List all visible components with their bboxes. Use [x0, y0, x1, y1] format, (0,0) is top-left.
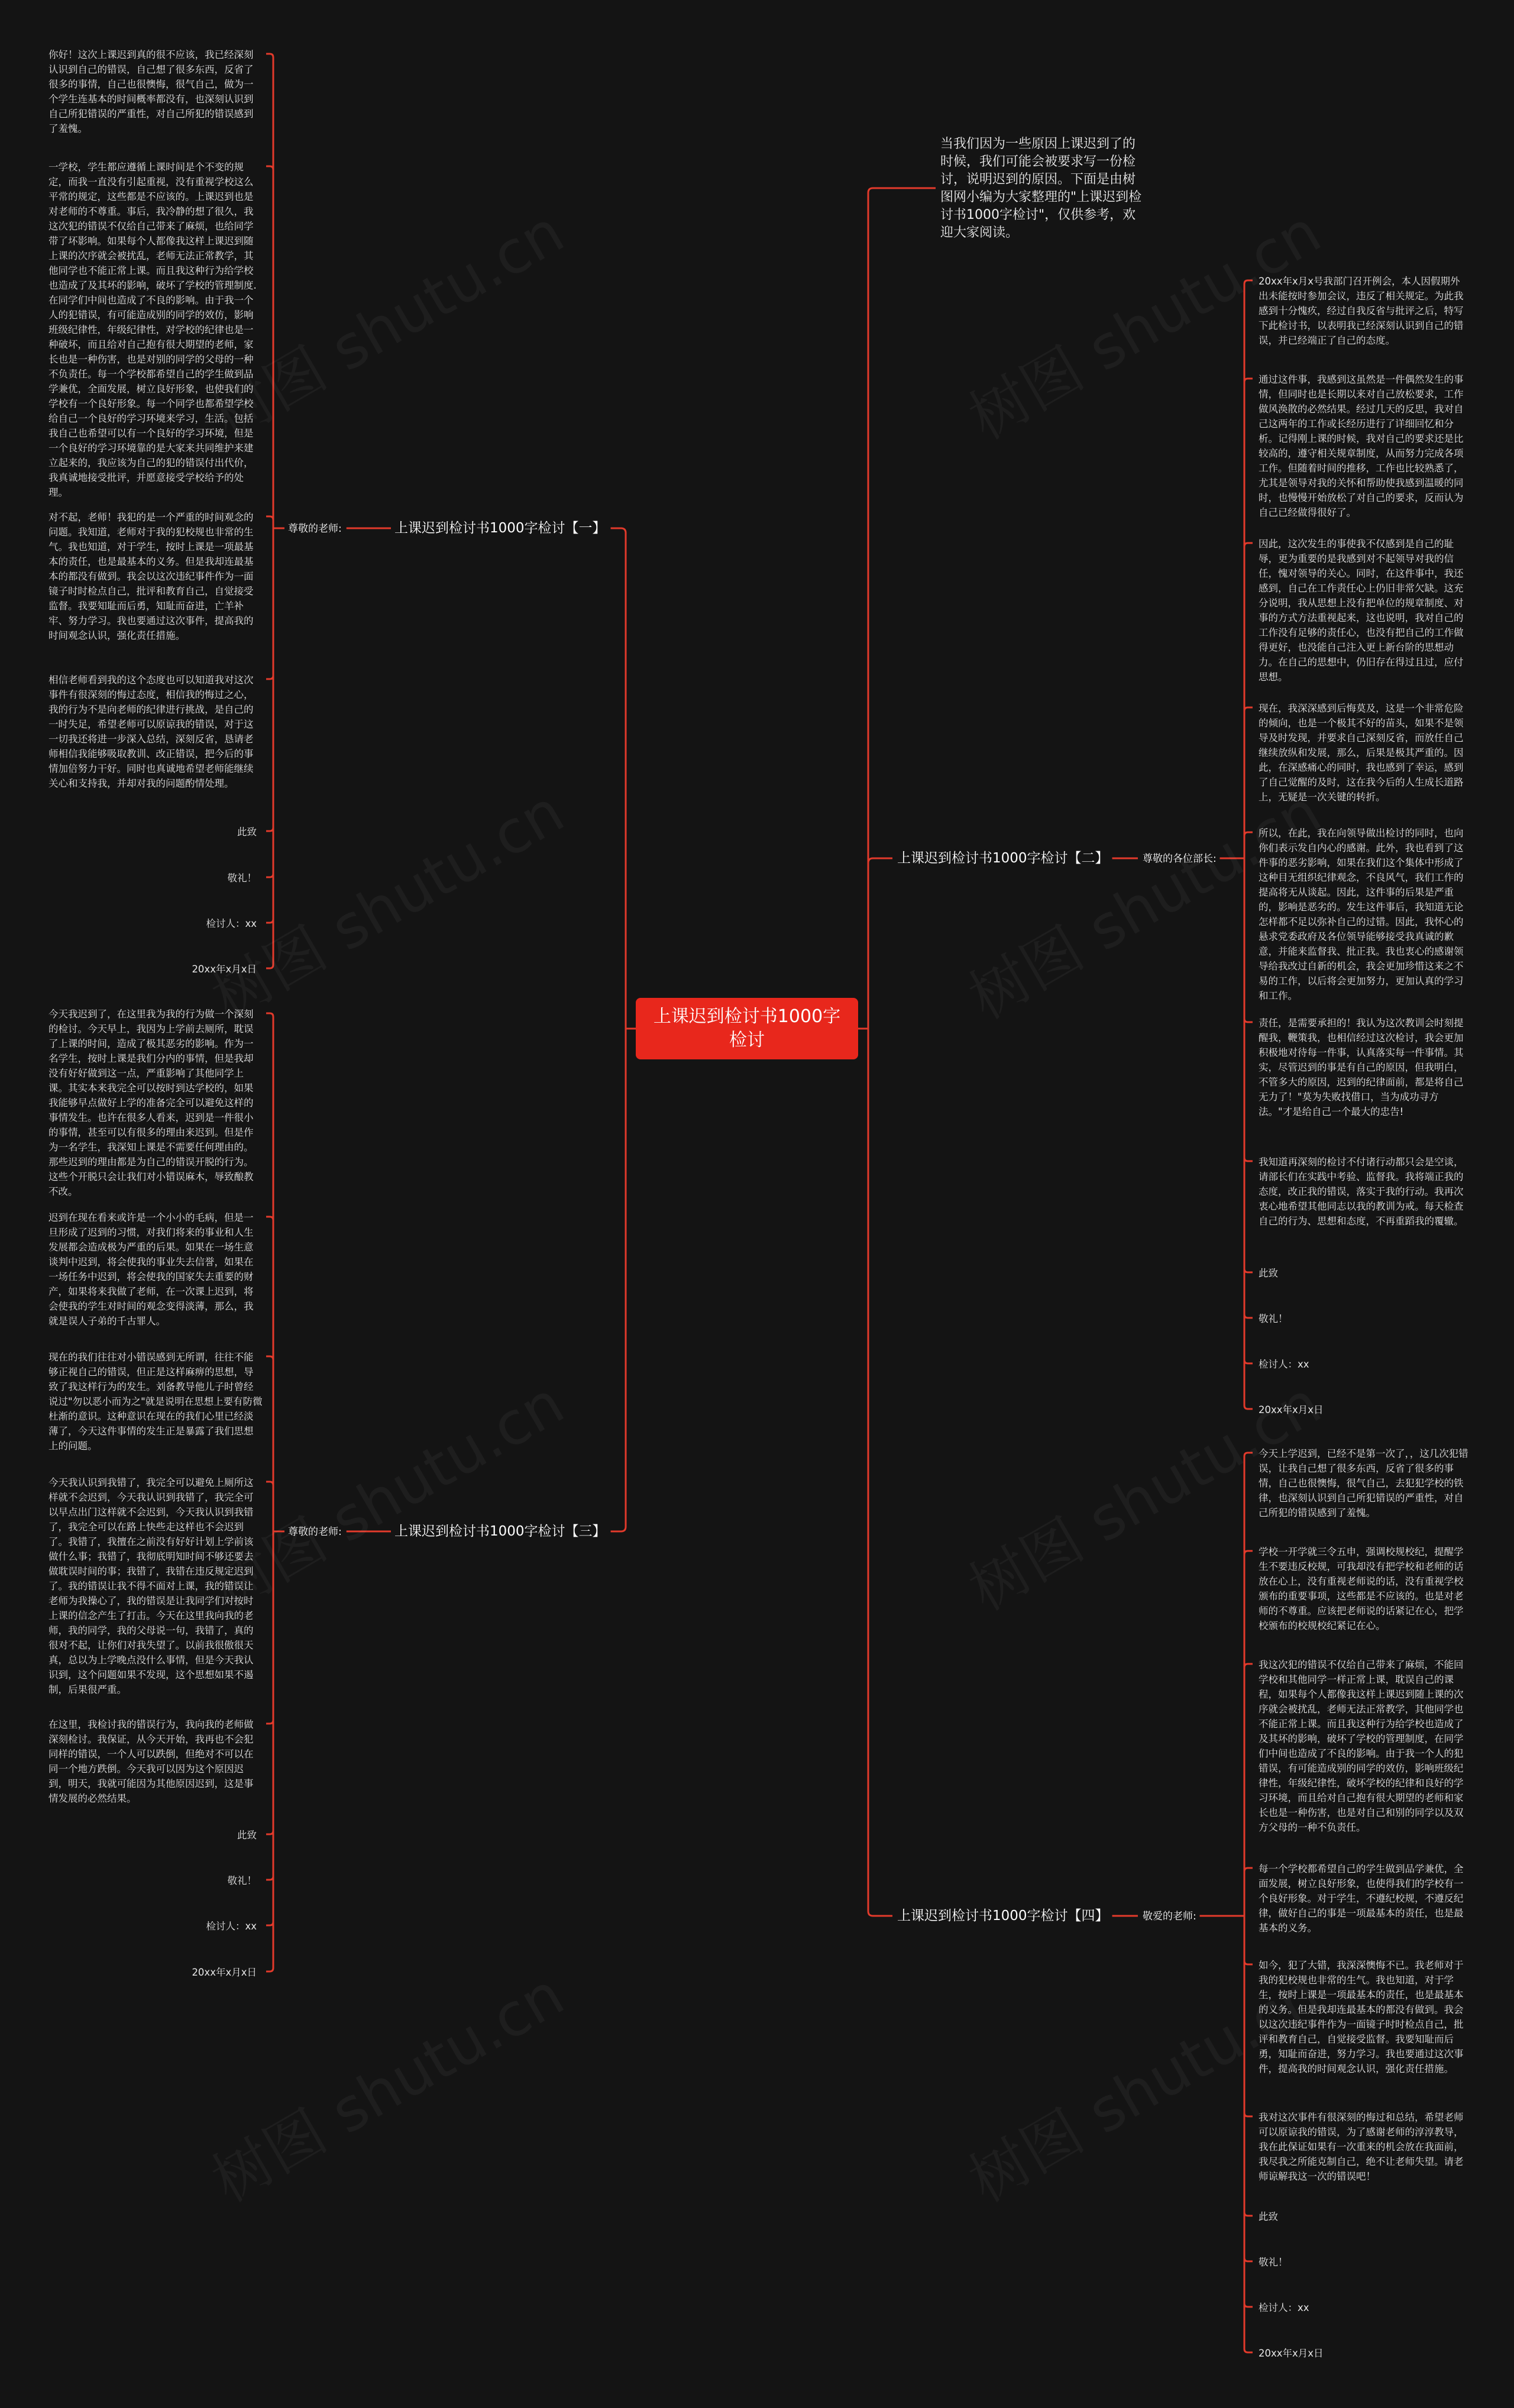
branch-2-closing-3[interactable]: 检讨人：xx	[1259, 1359, 1309, 1370]
root-title: 上课迟到检讨书1000字检讨	[653, 1006, 841, 1051]
branch-2-title[interactable]: 上课迟到检讨书1000字检讨【二】	[897, 851, 1109, 866]
link-branch-2-leaf-8	[1220, 858, 1253, 1272]
branch-4-paragraph-2[interactable]: 学校一开学就三令五申，强调校规校纪，提醒学生不要违反校规，可我却没有把学校和老师的话放在心上，没有重视老师说的话，没有重视学校颁布的重要事项，这些都是不应该的。也是对老师的不尊重。应该把老师说的话紧记在心，把学校颁布的校规校纪紧记在心。	[1259, 1546, 1464, 1631]
link-root-branch-1	[611, 528, 636, 1029]
branch-3-paragraph-3[interactable]: 现在的我们往往对小错误感到无所谓，往往不能够正视自己的错误，但正是这样麻痹的思想，导致了我这样行为的发生。刘备教导他儿子时曾经说过"勿以恶小而为之"就是说明在思想上要有防微杜渐的意识。这种意识在现在的我们心里已经淡薄了，今天这件事情的发生正是暴露了我们思想上的问题。	[48, 1352, 263, 1452]
link-root-node-2	[858, 858, 892, 1029]
link-branch-4-leaf-10	[1200, 1916, 1253, 2352]
branch-4-closing-4[interactable]: 20xx年x月x日	[1259, 2348, 1324, 2359]
branch-4-paragraph-3[interactable]: 我这次犯的错误不仅给自己带来了麻烦，不能回学校和其他同学一样正常上课，耽误自己的课程，如果每个人都像我这样上课迟到随上课的次序就会被扰乱，老师无法正常教学，其他同学也不能正常上课。而且我这种行为给学校也造成了及其坏的影响，破坏了学校的管理制度，在同学们中间也造成了不良的影响。由于我一个人的犯错误，有可能造成别的同学的效仿，影响班级纪律性，年级纪律性，破坏学校的纪律和良好的学习环境，而且给对自己抱有很大期望的老师和家长也是一种伤害，也是对自己和别的同学以及双方父母的一种不负责任。	[1259, 1659, 1464, 1833]
branch-2-closing-1[interactable]: 此致	[1259, 1268, 1278, 1279]
branch-3-closing-4[interactable]: 20xx年x月x日	[192, 1967, 257, 1978]
branch-2-paragraph-7[interactable]: 我知道再深刻的检讨不付诸行动都只会是空谈，请部长们在实践中考验、监督我。我将端正我的态度，改正我的错误，落实于我的行动。我再次衷心地希望其他同志以我的教训为戒。每天检查自己的行为、思想和态度，不再重蹈我的覆辙。	[1259, 1156, 1464, 1227]
link-branch-3-leaf-5	[266, 1531, 284, 1724]
branch-4-paragraph-4[interactable]: 每一个学校都希望自己的学生做到品学兼优，全面发展，树立良好形象，也使得我们的学校有一个良好形象。对于学生，不遵纪校规，不遵反纪律，做好自己的事是一项最基本的责任，也是最基本的义务。	[1259, 1863, 1464, 1934]
branch-1-closing-1[interactable]: 此致	[237, 826, 257, 838]
branch-3-closing-1[interactable]: 此致	[237, 1830, 257, 1841]
branch-3-paragraph-2[interactable]: 迟到在现在看来或许是一个小小的毛病，但是一旦形成了迟到的习惯，对我们将来的事业和人生发展都会造成极为严重的后果。如果在一场生意谈判中迟到，将会使我的事业失去信誉，如果在一场任务中迟到，将会使我的国家失去重要的财产，如果将来我做了老师，在一次课上迟到，将会使我的学生对时间的观念变得淡薄，那么，我就是误人子弟的千古罪人。	[48, 1212, 254, 1327]
root-node[interactable]	[636, 998, 858, 1059]
link-branch-3-leaf-1	[266, 1013, 284, 1531]
branch-4-closing-1[interactable]: 此致	[1259, 2211, 1278, 2222]
link-branch-2-leaf-10	[1220, 858, 1253, 1363]
link-branch-1-leaf-3	[266, 516, 284, 528]
link-branch-2-leaf-9	[1220, 858, 1253, 1318]
branch-4-paragraph-5[interactable]: 如今，犯了大错，我深深懊悔不已。我老师对于我的犯校规也非常的生气。我也知道，对于学生，按时上课是一项最基本的责任，也是最基本的义务。但是我却连最基本的都没有做到。我会以这次违纪事件作为一面镜子时时检点自己，批评和教育自己，自觉接受监督。我要知耻而后勇，知耻而奋进，努力学习。我也要通过这次事件，提高我的时间观念认识，强化责任措施。	[1259, 1960, 1464, 2074]
link-branch-3-leaf-3	[266, 1356, 284, 1531]
branch-3-title[interactable]: 上课迟到检讨书1000字检讨【三】	[394, 1524, 606, 1539]
link-branch-3-leaf-8	[266, 1531, 284, 1925]
link-root-node-0	[858, 188, 936, 1029]
link-branch-1-leaf-8	[266, 528, 284, 968]
link-branch-3-leaf-9	[266, 1531, 284, 1971]
branch-2-paragraph-3[interactable]: 因此，这次发生的事使我不仅感到是自己的耻辱，更为重要的是我感到对不起领导对我的信任，愧对领导的关心。同时，在这件事中，我还感到，自己在工作责任心上仍旧非常欠缺。这充分说明，我从思想上没有把单位的规章制度、对事的方式方法重视起来，这也说明，我对自己的工作没有足够的责任心，也没有把自己的工作做得更好，也没能自己注入更上新台阶的思想动力。在自己的思想中，仍旧存在得过且过，应付思想。	[1259, 538, 1464, 683]
branch-1-closing-2[interactable]: 敬礼！	[227, 872, 257, 884]
branch-3-salutation[interactable]: 尊敬的老师:	[288, 1526, 342, 1538]
branch-2-paragraph-5[interactable]: 所以，在此，我在向领导做出检讨的同时，也向你们表示发自内心的感谢。此外，我也看到了这件事的恶劣影响，如果在我们这个集体中形成了这种目无组织纪律观念，不良风气，我们工作的提高将无从谈起。因此，这件事的后果是严重的，影响是恶劣的。发生这件事后，我知道无论怎样都不足以弥补自己的过错。因此，我怀心的悬求党委政府及各位领导能够接受我真诚的歉意，并能来监督我、批正我。我也衷心的感谢领导给我改过自新的机会，我会更加珍惜这来之不易的工作，以后将会更加努力，更加认真的学习和工作。	[1259, 828, 1464, 1001]
branch-1-paragraph-3[interactable]: 对不起，老师！我犯的是一个严重的时间观念的问题。我知道，老师对于我的犯校规也非常的生气。我也知道，对于学生，按时上课是一项最基本的责任，也是最基本的义务。但是我却连最基本的都没有做到。我会以这次违纪事件作为一面镜子时时检点自己，批评和教育自己，自觉接受监督。我要知耻而后勇，知耻而奋进，亡羊补牢、努力学习。我也要通过这次事件，提高我的时间观念认识，强化责任措施。	[48, 512, 254, 641]
link-branch-4-leaf-4	[1200, 1868, 1253, 1916]
branch-4-salutation[interactable]: 敬爱的老师:	[1143, 1911, 1196, 1922]
branch-4-title[interactable]: 上课迟到检讨书1000字检讨【四】	[897, 1908, 1109, 1924]
branch-2-closing-4[interactable]: 20xx年x月x日	[1259, 1404, 1324, 1415]
branch-1-paragraph-2[interactable]: 一学校，学生都应遵循上课时间是个不变的规定，而我一直没有引起重视，没有重视学校这么平常的规定，这些都是不应该的。上课迟到也是对老师的不尊重。事后，我冷静的想了很久，我这次犯的错误不仅给自己带来了麻烦，也给同学带了坏影响。如果每个人都像我这样上课迟到随上课的次序就会被扰乱，老师无法正常教学，其他同学也不能正常上课。而且我这种行为给学校也造成了及其坏的影响，破坏了学校的管理制度.在同学们中间也造成了不良的影响。由于我一个人的犯错误，有可能造成别的同学的效仿，影响班级纪律性，年级纪律性，对学校的纪律也是一种破坏，而且给对自己抱有很大期望的老师，家长也是一种伤害，也是对别的同学的父母的一种不负责任。每一个学校都希望自己的学生做到品学兼优，全面发展，树立良好形象，也使我们的学校有一个良好形象。每一个同学也都希望学校给自己一个良好的学习环境来学习，生活。包括我自己也希望可以有一个良好的学习环境，但是一个良好的学习环境靠的是大家来共同维护来建立起来的，我应该为自己的犯的错误付出代价，我真诚地接受批评，并愿意接受学校给予的处理。	[48, 161, 257, 498]
link-branch-2-leaf-2	[1220, 379, 1253, 858]
branch-1-paragraph-1[interactable]: 你好！这次上课迟到真的很不应该，我已经深刻认识到自己的错误，自己想了很多东西，反省了很多的事情，自己也很懊悔，很气自己，做为一个学生连基本的时间概率都没有，也深刻认识到自己所犯错误的严重性，对自己所犯的错误感到了羞愧。	[48, 49, 254, 134]
branch-2-salutation[interactable]: 尊敬的各位部长:	[1143, 853, 1217, 865]
branch-3-closing-3[interactable]: 检讨人：xx	[206, 1921, 257, 1932]
link-branch-3-leaf-4	[266, 1482, 284, 1531]
link-branch-3-leaf-2	[266, 1217, 284, 1531]
branch-4-paragraph-1[interactable]: 今天上学迟到，已经不是第一次了，，这几次犯错误，让我自己想了很多东西，反省了很多的事情，自己也很懊悔，很气自己，去犯犯学校的铁律，也深刻认识到自己所犯错误的严重性，对自己所犯的错误感到了羞愧。	[1259, 1448, 1468, 1518]
branch-1-salutation[interactable]: 尊敬的老师:	[288, 523, 342, 535]
link-branch-2-leaf-5	[1220, 832, 1253, 858]
link-branch-2-leaf-6	[1220, 858, 1253, 1022]
link-branch-3-leaf-7	[266, 1531, 284, 1880]
branch-4-closing-2[interactable]: 敬礼！	[1259, 2257, 1288, 2268]
branch-2-paragraph-1[interactable]: 20xx年x月x号我部门召开例会，本人因假期外出未能按时参加会议，违反了相关规定。为此我感到十分愧疚，经过自我反省与批评之后，特写下此检讨书，以表明我已经深刻认识到自己的错误，并已经端正了自己的态度。	[1259, 276, 1464, 346]
branch-3-paragraph-1[interactable]: 今天我迟到了，在这里我为我的行为做一个深刻的检讨。今天早上，我因为上学前去厕所，耽误了上课的时间，造成了极其恶劣的影响。作为一名学生，按时上课是我们分内的事情，但是我却没有好好做到这一点，严重影响了其他同学上课。其实本来我完全可以按时到达学校的，如果我能够早点做好上学的准备完全可以避免这样的事情发生。也许在很多人看来，迟到是一件很小的事情，甚至可以有很多的理由来迟到。但是作为一名学生，我深知上课是不需要任何理由的。那些迟到的理由都是为自己的错误开脱的行为。这些个开脱只会让我们对小错误麻木，辱致酿教不改。	[48, 1009, 254, 1197]
link-branch-1-leaf-2	[266, 166, 284, 528]
branch-1-closing-4[interactable]: 20xx年x月x日	[192, 964, 257, 975]
branch-1-title[interactable]: 上课迟到检讨书1000字检讨【一】	[394, 521, 606, 536]
link-branch-1-leaf-4	[266, 528, 284, 679]
link-branch-2-leaf-4	[1220, 707, 1253, 858]
branch-2-paragraph-4[interactable]: 现在，我深深感到后悔莫及，这是一个非常危险的倾向，也是一个极其不好的苗头，如果不是领导及时发现，并要求自己深刻反省，而放任自己继续放纵和发展，那么，后果是极其严重的。因此，在深感痛心的同时，我也感到了幸运，感到了自己觉醒的及时，这在我今后的人生成长道路上，无疑是一次关键的转折。	[1259, 703, 1464, 803]
branch-2-closing-2[interactable]: 敬礼！	[1259, 1313, 1288, 1324]
branch-2-paragraph-6[interactable]: 责任，是需要承担的！我认为这次教训会时刻提醒我，鞭策我，也相信经过这次检讨，我会更加积极地对待每一件事，认真落实每一件事情。其实，尽管迟到的事是有自己的原因，但我明白，不管多大的原因，迟到的纪律面前，都是将自己无力了！"莫为失败找借口，当为成功寻方法。"才是给自己一个最大的忠告!	[1259, 1017, 1464, 1117]
branch-4-paragraph-6[interactable]: 我对这次事件有很深刻的悔过和总结，希望老师可以原谅我的错误，为了感谢老师的淳淳教导，我在此保证如果有一次重来的机会放在我面前，我尽我之所能克制自己，绝不让老师失望。请老师谅解我这一次的错误吧！	[1259, 2112, 1464, 2182]
branch-3-paragraph-4[interactable]: 今天我认识到我错了，我完全可以避免上厕所这样就不会迟到，今天我认识到我错了，我完全可以早点出门这样就不会迟到，今天我认识到我错了，我完全可以在路上快些走这样也不会迟到了。我错了，我擅在之前没有好好计划上学前该做什么事；我错了，我彻底明知时间不够还要去做耽误时间的事；我错了，我错在违反规定迟到了。我的错误让我不得不面对上课，我的错误让老师为我操心了，我的错误是让我同学们对按时上课的信念产生了打击。今天在这里我向我的老师，我的同学，我的父母说一句，我错了，真的很对不起，让你们对我失望了。以前我很傲很天真，总以为上学晚点没什么事情，但是今天我认识到，这个问题如果不发现，这个思想如果不遏制，后果很严重。	[48, 1477, 254, 1695]
intro-node[interactable]: 当我们因为一些原因上课迟到了的时候，我们可能会被要求写一份检讨，说明迟到的原因。下面是由树图网小编为大家整理的"上课迟到检讨书1000字检讨"，仅供参考，欢迎大家阅读。	[940, 137, 1142, 240]
branch-1-closing-3[interactable]: 检讨人：xx	[206, 918, 257, 929]
link-branch-1-leaf-1	[266, 54, 284, 528]
link-branch-2-leaf-7	[1220, 858, 1253, 1161]
link-branch-2-leaf-11	[1220, 858, 1253, 1409]
link-root-branch-3	[611, 1029, 636, 1531]
branch-1-paragraph-4[interactable]: 相信老师看到我的这个态度也可以知道我对这次事件有很深刻的悔过态度，相信我的悔过之心，我的行为不是向老师的纪律进行挑战，是自己的一时失足，希望老师可以原谅我的错误，对于这一切我还将进一步深入总结，深刻反省，恳请老师相信我能够吸取教训、改正错误，把今后的事情加倍努力干好。同时也真诚地希望老师能继续关心和支持我，并却对我的问题酌情处理。	[48, 674, 254, 789]
link-branch-1-leaf-6	[266, 528, 284, 877]
branch-3-paragraph-5[interactable]: 在这里，我检讨我的错误行为，我向我的老师做深刻检讨。我保证，从今天开始，我再也不会犯同样的错误，一个人可以跌倒，但绝对不可以在同一个地方跌倒。今天我可以因为这个原因迟到，明天，我就可能因为其他原因迟到，这是事情发展的必然结果。	[48, 1719, 254, 1804]
branch-3-closing-2[interactable]: 敬礼！	[227, 1875, 257, 1886]
link-root-node-4	[858, 1029, 892, 1916]
branch-2-paragraph-2[interactable]: 通过这件事，我感到这虽然是一件偶然发生的事情，但同时也是长期以来对自己放松要求，工作做风涣散的必然结果。经过几天的反思，我对自己这两年的工作或长经历进行了详细回忆和分析。记得刚上课的时候，我对自己的要求还是比较高的，遵守相关规章制度，从而努力完成各项工作。但随着时间的推移，工作也比较熟悉了，尤其是领导对我的关怀和帮助使我感到温暖的同时，也慢慢开始放松了对自己的要求，反而认为自己已经做得很好了。	[1259, 374, 1464, 518]
branch-4-closing-3[interactable]: 检讨人：xx	[1259, 2302, 1309, 2313]
link-branch-2-leaf-3	[1220, 543, 1253, 858]
link-branch-2-leaf-1	[1220, 280, 1253, 858]
link-branch-3-leaf-6	[266, 1531, 284, 1834]
link-branch-1-leaf-7	[266, 528, 284, 923]
